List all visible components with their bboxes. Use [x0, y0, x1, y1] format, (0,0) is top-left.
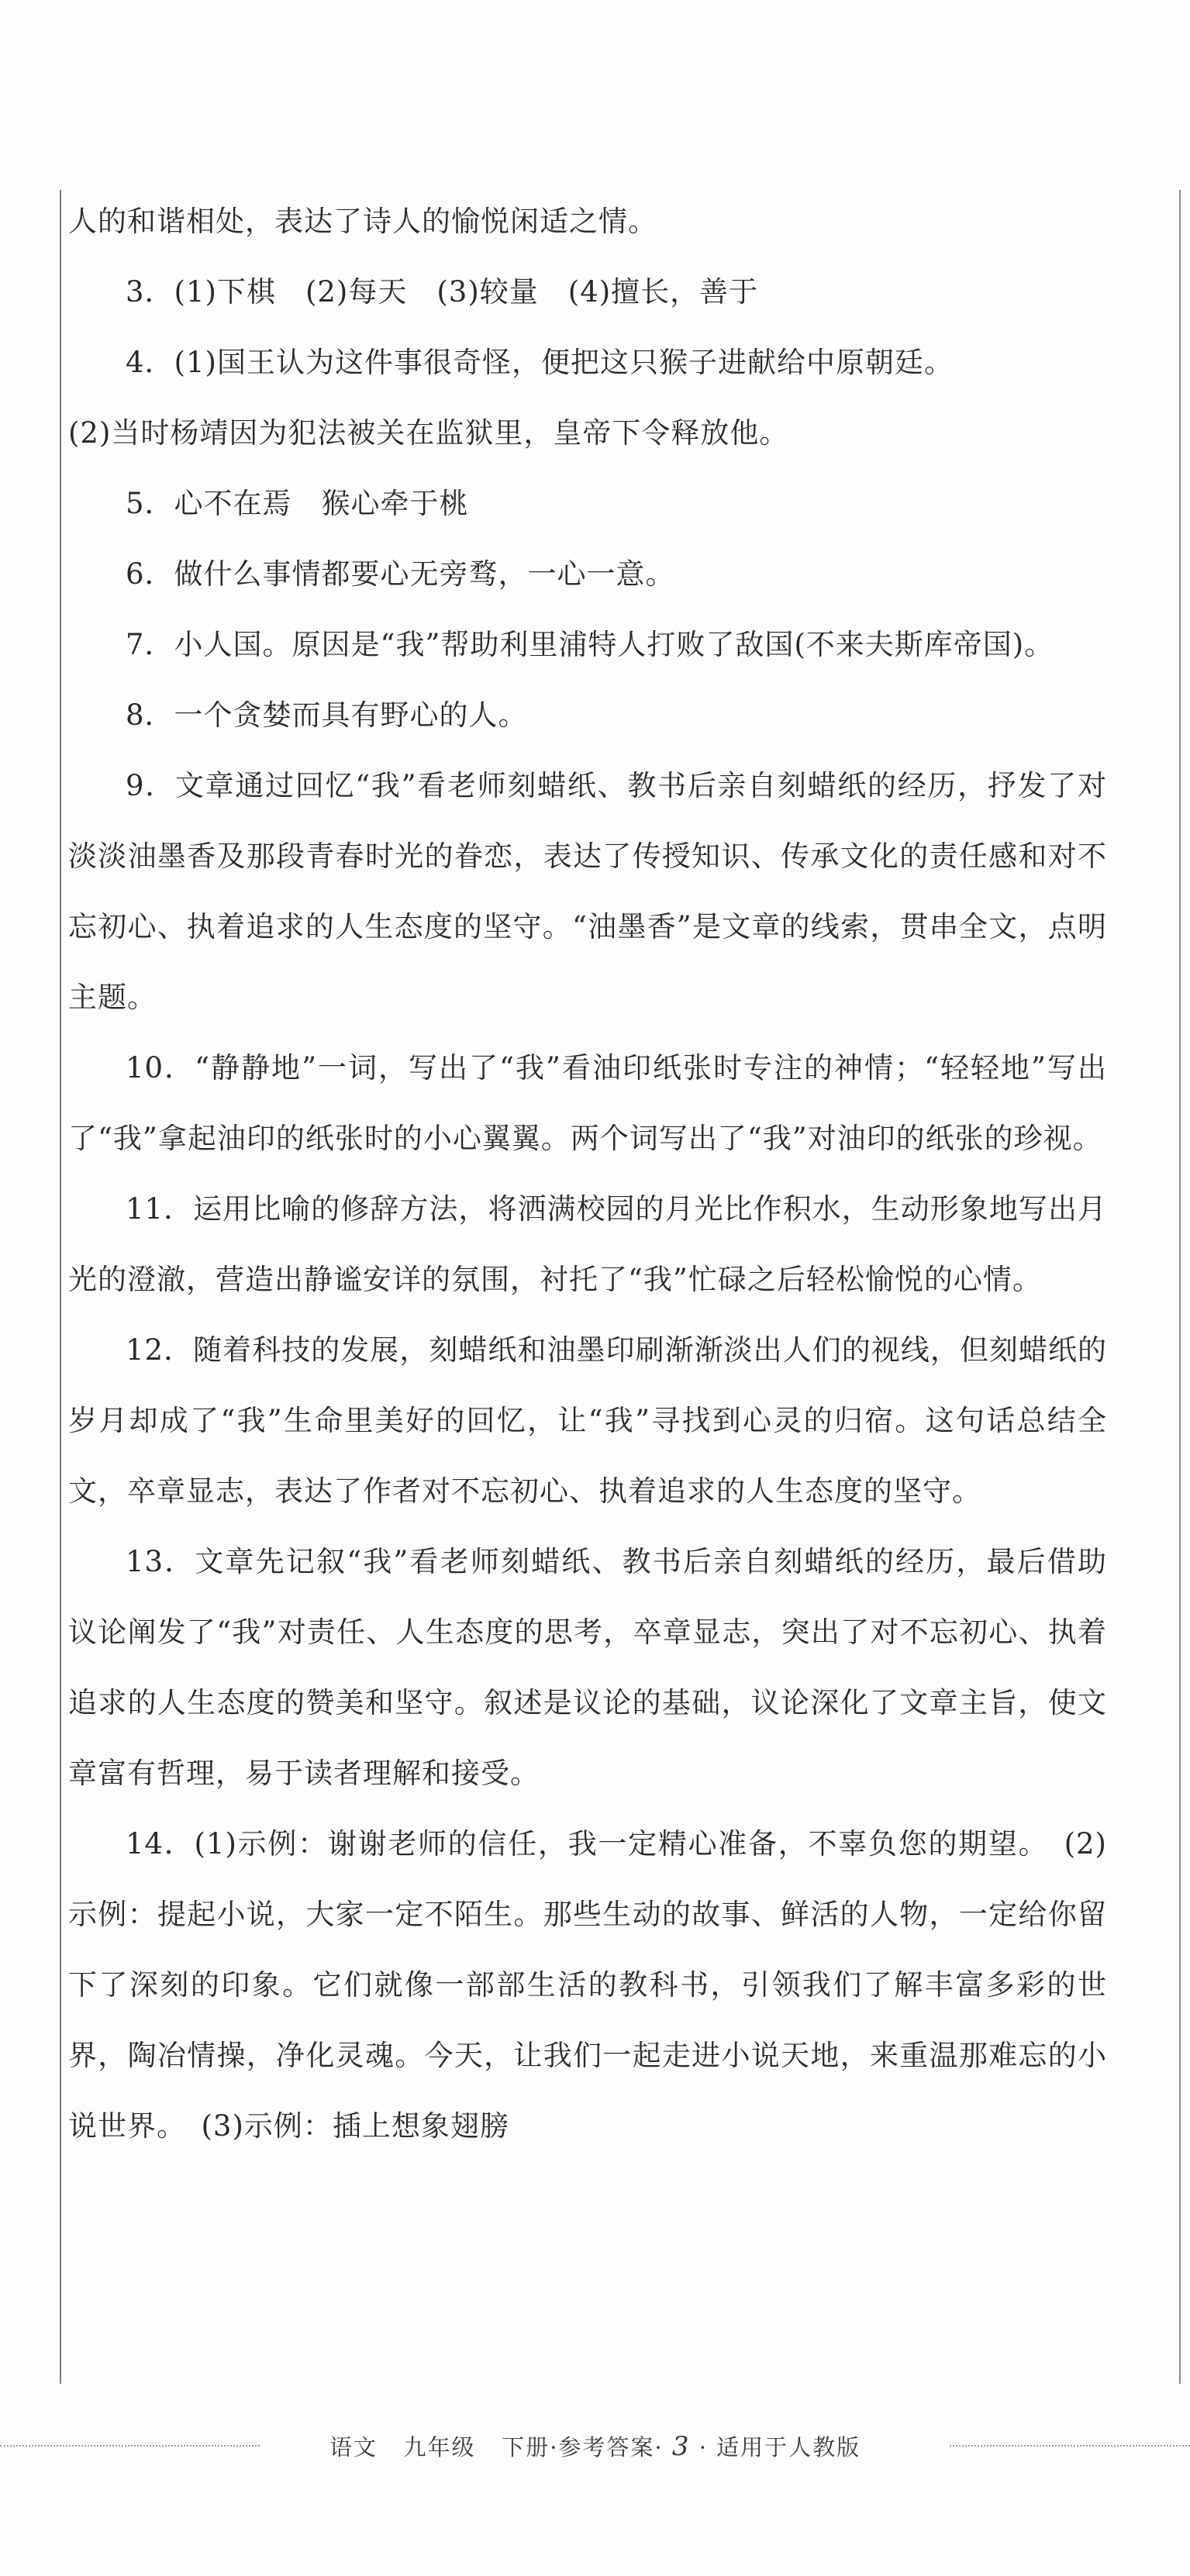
page-footer	[0, 2430, 1190, 2461]
answer-8: 8．一个贪婪而具有野心的人。	[126, 698, 528, 732]
footer-subject: 语文	[329, 2433, 378, 2460]
answer-14: 14．(1)示例：谢谢老师的信任，我一定精心准备，不辜负您的期望。 (2)示例：提起小说，大家一定不陌生。那些生动的故事、鲜活的人物，一定给你留下了深刻的印象。它们就像一部部生活的教科书，引领我们了解丰富多彩的世界，陶冶情操，净化灵魂。今天，让我们一起走进小说天地，来重温那难忘的小说世界。 (3)示例：插上想象翅膀	[68, 1827, 1107, 2143]
footer-grade: 九年级	[403, 2433, 476, 2460]
footer-caption: 语文 九年级 下册·参考答案· 3 · 适用于人教版	[319, 2430, 871, 2462]
answer-5: 5．心不在焉 猴心牵于桃	[126, 487, 469, 520]
footer-edition: 适用于人教版	[716, 2433, 861, 2460]
answer-10: 10．“静静地”一词，写出了“我”看油印纸张时专注的神情；“轻轻地”写出了“我”拿起油印的纸张时的小心翼翼。两个词写出了“我”对油印的纸张的珍视。	[68, 1051, 1107, 1155]
left-margin-line	[60, 190, 61, 2384]
page-number: 3	[671, 2430, 691, 2462]
answer-9: 9．文章通过回忆“我”看老师刻蜡纸、教书后亲自刻蜡纸的经历，抒发了对淡淡油墨香及那段青春时光的眷恋，表达了传授知识、传承文化的责任感和对不忘初心、执着追求的人生态度的坚守。“油墨香”是文章的线索，贯串全文，点明主题。	[68, 769, 1107, 1014]
answer-body	[68, 186, 1107, 2161]
answer-7: 7．小人国。原因是“我”帮助利里浦特人打败了敌国(不来夫斯库帝国)。	[126, 628, 1054, 661]
answer-13: 13．文章先记叙“我”看老师刻蜡纸、教书后亲自刻蜡纸的经历，最后借助议论阐发了“我”对责任、人生态度的思考，卒章显志，突出了对不忘初心、执着追求的人生态度的赞美和坚守。叙述是议论的基础，议论深化了文章主旨，使文章富有哲理，易于读者理解和接受。	[68, 1545, 1107, 1790]
footer-section: 参考答案	[558, 2433, 655, 2460]
right-margin-line	[1179, 190, 1181, 2384]
answer-paragraph: 人的和谐相处，表达了诗人的愉悦闲适之情。	[68, 205, 657, 238]
footer-dotted-rule-right	[950, 2445, 1190, 2447]
answer-4-part1: 4．(1)国王认为这件事很奇怪，便把这只猴子进献给中原朝廷。	[126, 346, 954, 379]
answer-11: 11．运用比喻的修辞方法，将洒满校园的月光比作积水，生动形象地写出月光的澄澈，营造出静谧安详的氛围，衬托了“我”忙碌之后轻松愉悦的心情。	[68, 1192, 1107, 1296]
answer-3: 3．(1)下棋 (2)每天 (3)较量 (4)擅长，善于	[126, 275, 759, 309]
footer-volume: 下册	[502, 2433, 550, 2460]
answer-6: 6．做什么事情都要心无旁骛，一心一意。	[126, 557, 675, 591]
footer-dotted-rule-left	[0, 2445, 260, 2447]
answer-12: 12．随着科技的发展，刻蜡纸和油墨印刷渐渐淡出人们的视线，但刻蜡纸的岁月却成了“我”生命里美好的回忆，让“我”寻找到心灵的归宿。这句话总结全文，卒章显志，表达了作者对不忘初心、执着追求的人生态度的坚守。	[68, 1333, 1107, 1508]
answer-4-part2: (2)当时杨靖因为犯法被关在监狱里，皇帝下令释放他。	[68, 416, 789, 450]
